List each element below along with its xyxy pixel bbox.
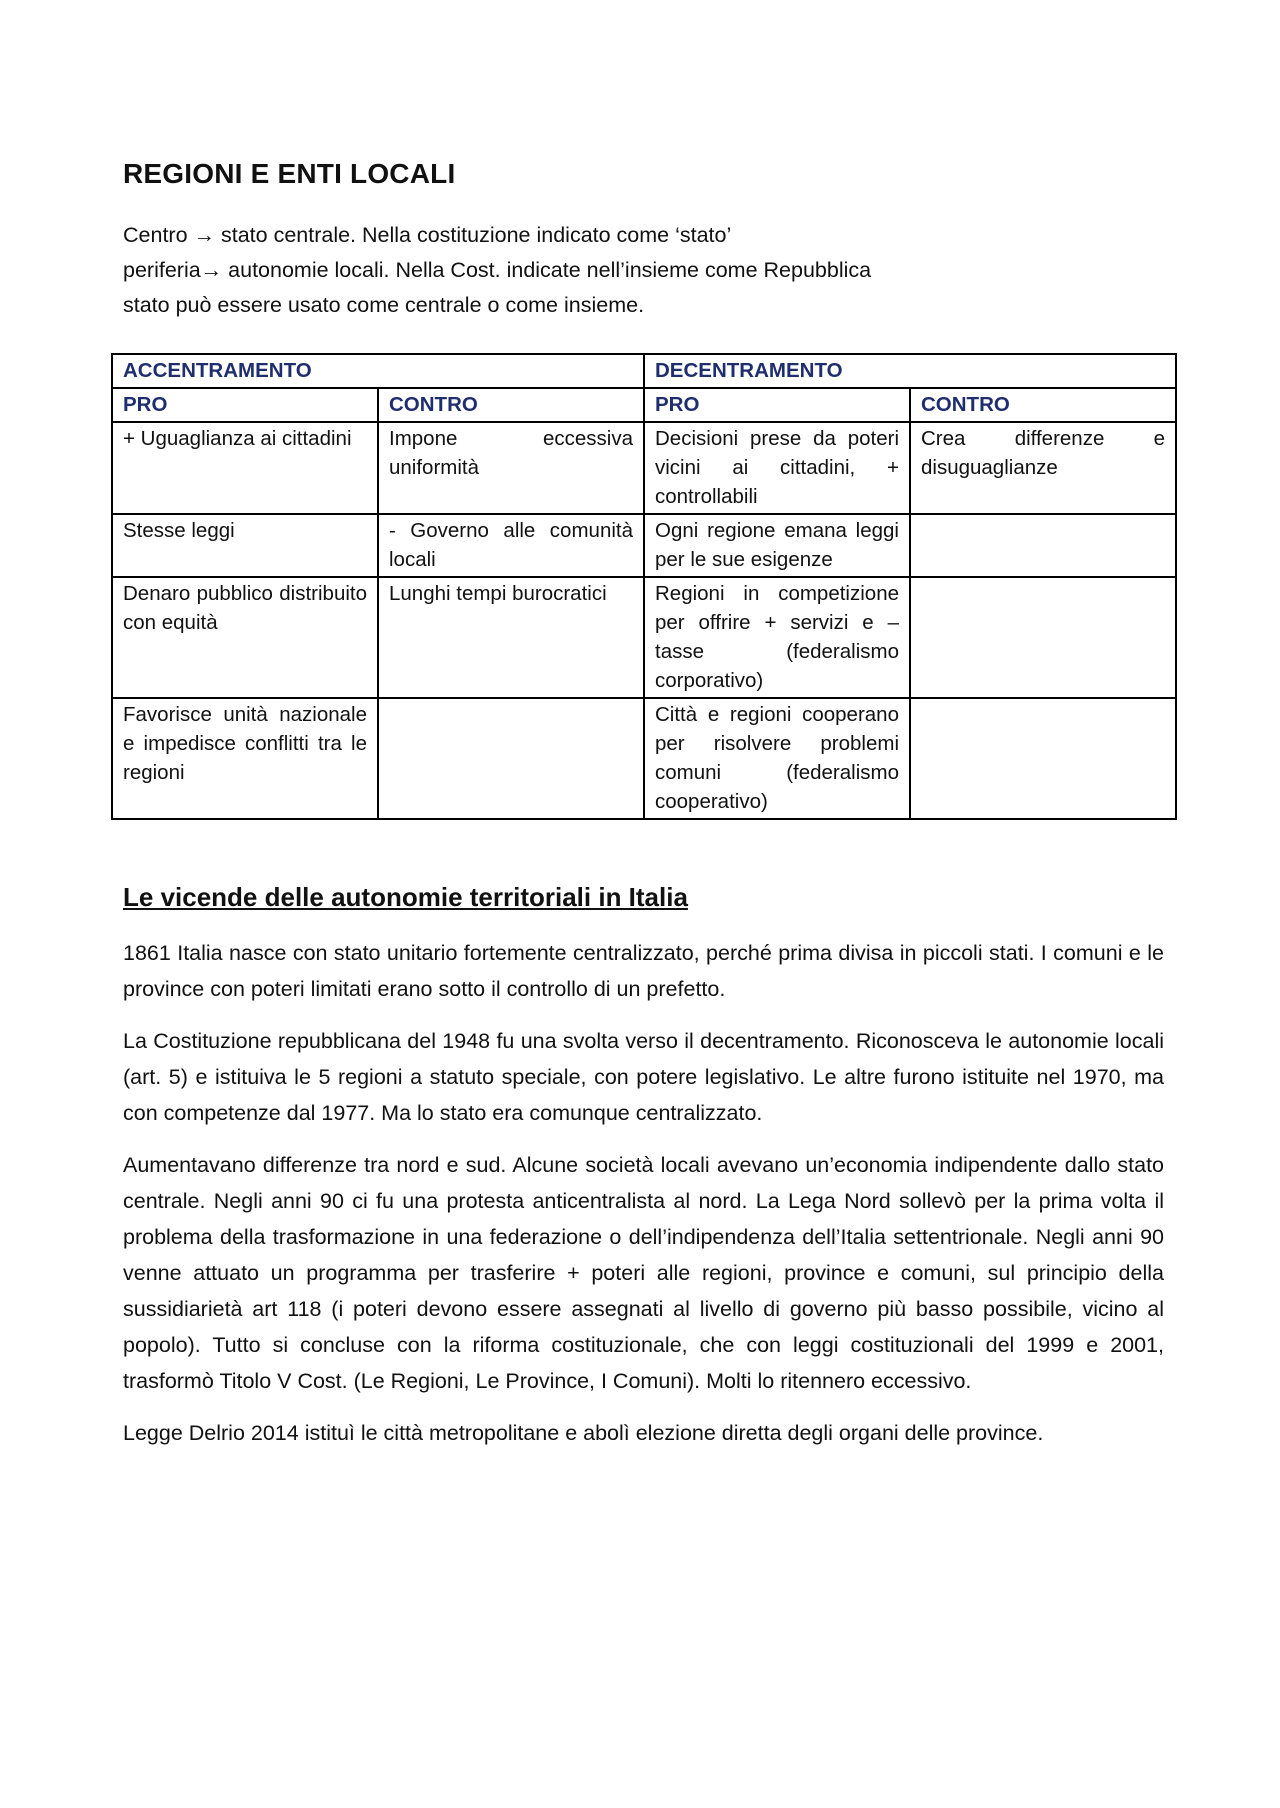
section-title: Le vicende delle autonomie territoriali in Italia xyxy=(123,882,688,912)
table-row xyxy=(112,577,1176,698)
table-cell xyxy=(910,698,1176,819)
intro-line: stato può essere usato come centrale o come insieme. xyxy=(123,293,645,317)
table-cell: Città e regioni cooperano per risolvere problemi comuni (federalismo cooperativo) xyxy=(644,698,910,819)
table-subheader-row xyxy=(112,388,1176,422)
table-cell xyxy=(910,514,1176,577)
subheader-contro: CONTRO xyxy=(910,388,1176,422)
table-cell: Stesse leggi xyxy=(112,514,378,577)
paragraph: 1861 Italia nasce con stato unitario fortemente centralizzato, perché prima divisa in piccoli stati. I comuni e le province con poteri limitati erano sotto il controllo di un prefetto. xyxy=(123,941,1164,1001)
table-cell xyxy=(378,698,644,819)
table-cell: - Governo alle comunità locali xyxy=(378,514,644,577)
table-cell: + Uguaglianza ai cittadini xyxy=(112,422,378,514)
paragraph: La Costituzione repubblicana del 1948 fu una svolta verso il decentramento. Riconosceva le autonomie locali (art. 5) e istituiva le 5 regioni a statuto speciale, con potere legislativo. Le altre furono istituite nel 1970, ma con competenze dal 1977. Ma lo stato era comunque centralizzato. xyxy=(123,1029,1164,1125)
header-decentramento: DECENTRAMENTO xyxy=(644,354,1176,388)
table-cell: Impone eccessiva uniformità xyxy=(378,422,644,514)
subheader-pro: PRO xyxy=(112,388,378,422)
intro-line: Centro → stato centrale. Nella costituzione indicato come ‘stato’ xyxy=(123,223,732,247)
table-cell xyxy=(910,577,1176,698)
comparison-table xyxy=(111,353,1177,820)
table-row xyxy=(112,422,1176,514)
paragraph: Legge Delrio 2014 istituì le città metropolitane e abolì elezione diretta degli organi delle province. xyxy=(123,1421,1044,1445)
subheader-contro: CONTRO xyxy=(378,388,644,422)
table-row xyxy=(112,514,1176,577)
table-cell: Regioni in competizione per offrire + servizi e – tasse (federalismo corporativo) xyxy=(644,577,910,698)
table-cell: Ogni regione emana leggi per le sue esigenze xyxy=(644,514,910,577)
subheader-pro: PRO xyxy=(644,388,910,422)
table-cell: Decisioni prese da poteri vicini ai cittadini, + controllabili xyxy=(644,422,910,514)
table-cell: Favorisce unità nazionale e impedisce conflitti tra le regioni xyxy=(112,698,378,819)
intro-block xyxy=(123,218,1164,323)
table-header-row xyxy=(112,354,1176,388)
page-title: REGIONI E ENTI LOCALI xyxy=(123,158,456,189)
intro-line: periferia→ autonomie locali. Nella Cost. indicate nell’insieme come Repubblica xyxy=(123,258,872,282)
table-cell: Crea differenze e disuguaglianze xyxy=(910,422,1176,514)
table-row xyxy=(112,698,1176,819)
paragraph: Aumentavano differenze tra nord e sud. Alcune società locali avevano un’economia indipendente dallo stato centrale. Negli anni 90 ci fu una protesta anticentralista al nord. La Lega Nord sollevò per la prima volta il problema della trasformazione in una federazione o dell’indipendenza dell’Italia settentrionale. Negli anni 90 venne attuato un programma per trasferire + poteri alle regioni, province e comuni, sul principio della sussidiarietà art 118 (i poteri devono essere assegnati al livello di governo più basso possibile, vicino al popolo). Tutto si concluse con la riforma costituzionale, che con leggi costituzionali del 1999 e 2001, trasformò Titolo V Cost. (Le Regioni, Le Province, I Comuni). Molti lo ritennero eccessivo. xyxy=(123,1153,1164,1393)
table-cell: Denaro pubblico distribuito con equità xyxy=(112,577,378,698)
header-accentramento: ACCENTRAMENTO xyxy=(112,354,644,388)
table-cell: Lunghi tempi burocratici xyxy=(378,577,644,698)
